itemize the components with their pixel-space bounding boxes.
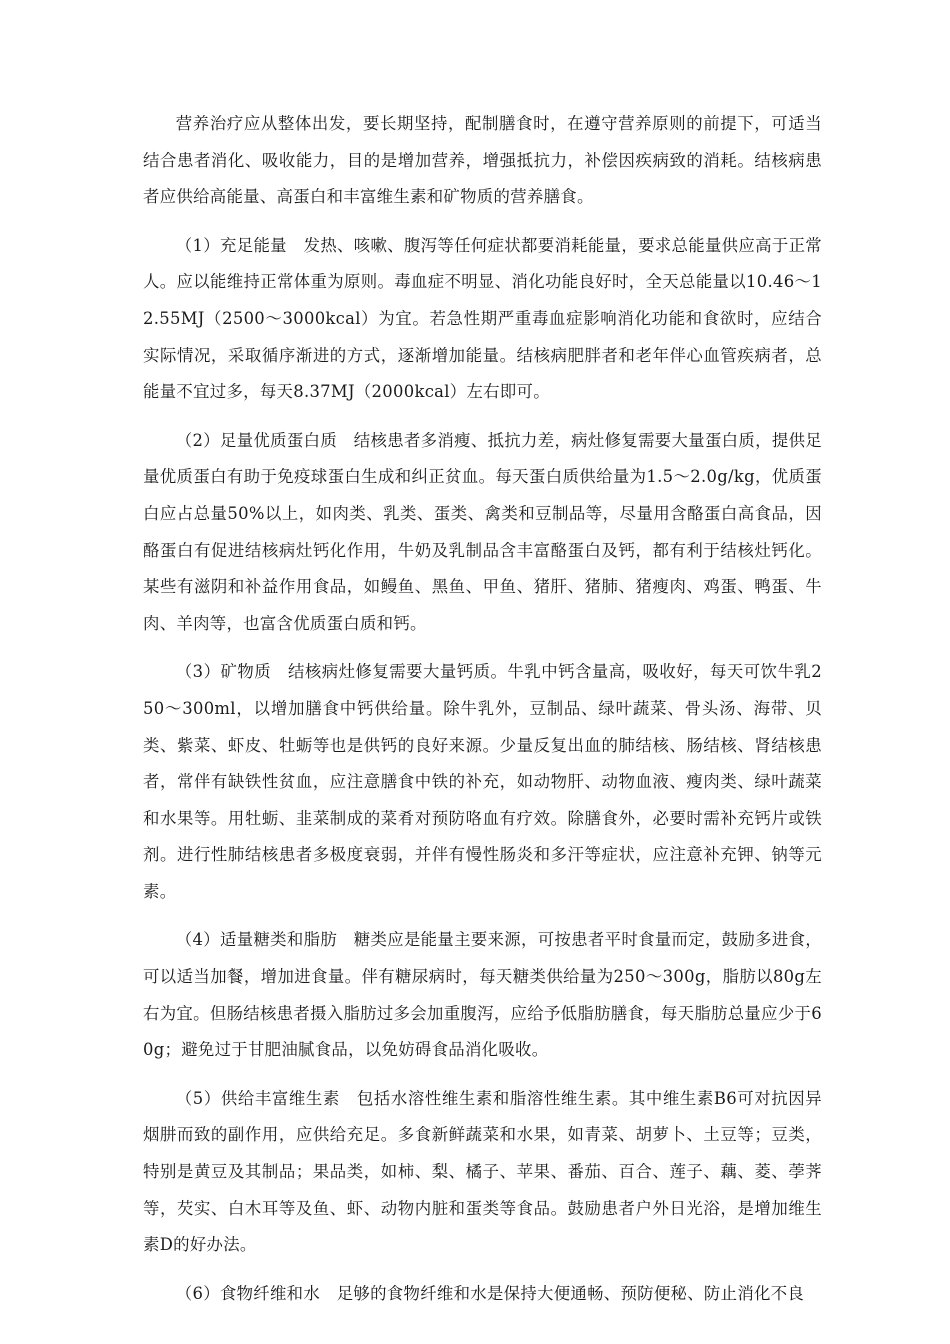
minerals-paragraph: （3）矿物质 结核病灶修复需要大量钙质。牛乳中钙含量高，吸收好，每天可饮牛乳250～300ml，以增加膳食中钙供给量。除牛乳外，豆制品、绿叶蔬菜、骨头汤、海带、贝类、紫菜、虾皮、牡蛎等也是供钙的良好来源。少量反复出血的肺结核、肠结核、肾结核患者，常伴有缺铁性贫血，应注意膳食中铁的补充，如动物肝、动物血液、瘦肉类、绿叶蔬菜和水果等。用牡蛎、韭菜制成的菜肴对预防咯血有疗效。除膳食外，必要时需补充钙片或铁剂。进行性肺结核患者多极度衰弱，并伴有慢性肠炎和多汗等症状，应注意补充钾、钠等元素。	[143, 662, 822, 901]
fiber-water-paragraph: （6）食物纤维和水 足够的食物纤维和水是保持大便通畅、预防便秘、防止消化不良	[175, 1283, 805, 1303]
protein-paragraph: （2）足量优质蛋白质 结核患者多消瘦、抵抗力差，病灶修复需要大量蛋白质，提供足量优质蛋白有助于免疫球蛋白生成和纠正贫血。每天蛋白质供给量为1.5～2.0g/kg，优质蛋白应占总量50%以上，如肉类、乳类、蛋类、禽类和豆制品等，尽量用含酪蛋白高食品，因酪蛋白有促进结核病灶钙化作用，牛奶及乳制品含丰富酪蛋白及钙，都有利于结核灶钙化。某些有滋阴和补益作用食品，如鳗鱼、黑鱼、甲鱼、猪肝、猪肺、猪瘦肉、鸡蛋、鸭蛋、牛肉、羊肉等，也富含优质蛋白质和钙。	[143, 430, 822, 633]
energy-paragraph: （1）充足能量 发热、咳嗽、腹泻等任何症状都要消耗能量，要求总能量供应高于正常人。应以能维持正常体重为原则。毒血症不明显、消化功能良好时，全天总能量以10.46～12.55MJ（2500～3000kcal）为宜。若急性期严重毒血症影响消化功能和食欲时，应结合实际情况，采取循序渐进的方式，逐渐增加能量。结核病肥胖者和老年伴心血管疾病者，总能量不宜过多，每天8.37MJ（2000kcal）左右即可。	[143, 235, 822, 402]
carbs-fat-paragraph: （4）适量糖类和脂肪 糖类应是能量主要来源，可按患者平时食量而定，鼓励多进食，可以适当加餐，增加进食量。伴有糖尿病时，每天糖类供给量为250～300g，脂肪以80g左右为宜。但肠结核患者摄入脂肪过多会加重腹泻，应给予低脂肪膳食，每天脂肪总量应少于60g；避免过于甘肥油腻食品，以免妨碍食品消化吸收。	[143, 930, 822, 1060]
intro-paragraph: 营养治疗应从整体出发，要长期坚持，配制膳食时，在遵守营养原则的前提下，可适当结合患者消化、吸收能力，目的是增加营养，增强抵抗力，补偿因疾病致的消耗。结核病患者应供给高能量、高蛋白和丰富维生素和矿物质的营养膳食。	[143, 114, 822, 207]
vitamins-paragraph: （5）供给丰富维生素 包括水溶性维生素和脂溶性维生素。其中维生素B6可对抗因异烟肼而致的副作用，应供给充足。多食新鲜蔬菜和水果，如青菜、胡萝卜、土豆等；豆类，特别是黄豆及其制品；果品类，如柿、梨、橘子、苹果、番茄、百合、莲子、藕、菱、荸荠等，芡实、白木耳等及鱼、虾、动物内脏和蛋类等食品。鼓励患者户外日光浴，是增加维生素D的好办法。	[143, 1088, 822, 1255]
